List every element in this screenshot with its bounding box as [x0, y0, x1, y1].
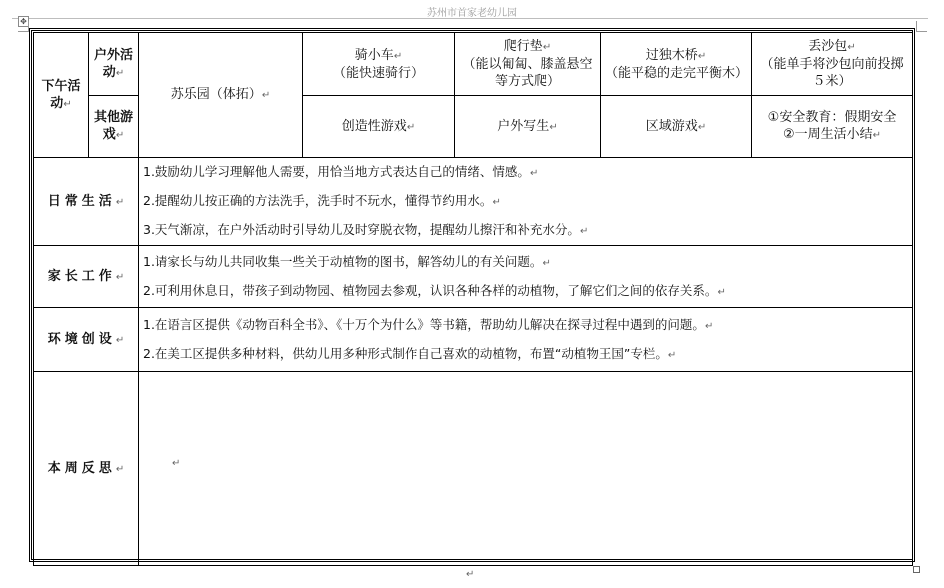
outdoor-activity-row: [34, 33, 913, 96]
outdoor-label: 户外活动: [93, 47, 133, 80]
outdoor-activity-cell: 丢沙包↵ （能单手将沙包向前投掷５米）: [752, 33, 913, 96]
other-game-cell: 创造性游戏↵: [303, 96, 455, 158]
weekly-summary-text: ②一周生活小结: [782, 127, 873, 142]
page-header-text: 苏州市首家老幼儿园: [427, 8, 517, 19]
outdoor-activity-cell: 过独木桥↵ （能平稳的走完平衡木）: [601, 33, 752, 96]
margin-corner-mark: [18, 21, 29, 32]
parent-label: 家长工作: [47, 268, 116, 284]
other-game-text: 区域游戏: [645, 118, 698, 134]
outdoor-activity-detail: （能平稳的走完平衡木）: [605, 65, 749, 81]
env-label: 环境创设: [47, 331, 116, 347]
parent-item: 2.可利用休息日，带孩子到动物园、植物园去参观，认识各种各样的动植物，了解它们之间的依存关系。: [143, 282, 718, 298]
daily-label-cell: 日常生活↵: [34, 158, 139, 246]
paragraph-mark: ↵: [172, 458, 181, 469]
weekly-plan-table: [33, 32, 913, 566]
other-game-text: 户外写生: [497, 118, 550, 134]
parent-label-cell: 家长工作↵: [34, 246, 139, 308]
afternoon-label-cell: 下午活动↵: [34, 33, 89, 158]
outdoor-activity-title: 过独木桥: [645, 47, 698, 63]
other-game-cell: ①安全教育：假期安全 ②一周生活小结↵: [752, 96, 913, 158]
table-move-handle-icon[interactable]: ✥: [18, 16, 29, 27]
daily-label: 日常生活: [47, 193, 116, 209]
reflect-label-cell: 本周反思↵: [34, 372, 139, 566]
outdoor-label-cell: 户外活动↵: [89, 33, 139, 96]
env-content-cell: 1.在语言区提供《动物百科全书》、《十万个为什么》等书籍，帮助幼儿解决在探寻过程中遇到的问题。↵ 2.在美工区提供多种材料，供幼儿用多种形式制作自己喜欢的动植物，布置“动植物王国”专栏。↵: [139, 308, 913, 372]
outdoor-activity-detail: （能快速骑行）: [332, 65, 424, 81]
end-paragraph-mark: ↵: [466, 569, 475, 580]
outdoor-activity-cell: 爬行垫↵ （能以匍匐、膝盖悬空等方式爬）: [455, 33, 601, 96]
parent-content-cell: 1.请家长与幼儿共同收集一些关于动植物的图书，解答幼儿的有关问题。↵ 2.可利用休息日，带孩子到动物园、植物园去参观，认识各种各样的动植物，了解它们之间的依存关系。↵: [139, 246, 913, 308]
other-game-cell: 区域游戏↵: [601, 96, 752, 158]
header-rule: [12, 18, 928, 19]
env-item: 1.在语言区提供《动物百科全书》、《十万个为什么》等书籍，帮助幼儿解决在探寻过程中遇到的问题。: [143, 316, 705, 332]
outdoor-activity-detail: （能单手将沙包向前投掷５米）: [760, 57, 904, 89]
daily-item: 2.提醒幼儿按正确的方法洗手，洗手时不玩水，懂得节约用水。: [143, 193, 493, 208]
other-label-cell: 其他游戏↵: [89, 96, 139, 158]
outdoor-activity-cell: 骑小车↵ （能快速骑行）: [303, 33, 455, 96]
parent-work-row: [34, 246, 913, 308]
outdoor-activity-title: 丢沙包: [808, 39, 848, 54]
venue-cell: 苏乐园（体拓）↵: [139, 33, 303, 158]
margin-corner-mark: [916, 21, 927, 32]
outdoor-activity-detail: （能以匍匐、膝盖悬空等方式爬）: [462, 57, 593, 89]
reflect-label: 本周反思: [47, 460, 116, 476]
environment-row: [34, 308, 913, 372]
daily-life-row: [34, 158, 913, 246]
daily-content-cell: 1.鼓励幼儿学习理解他人需要，用恰当地方式表达自己的情绪、情感。↵ 2.提醒幼儿按正确的方法洗手，洗手时不玩水，懂得节约用水。↵ 3.天气渐凉，在户外活动时引导幼儿及时穿脱衣物，提醒幼儿擦汗和补充水分。↵: [139, 158, 913, 246]
env-item: 2.在美工区提供多种材料，供幼儿用多种形式制作自己喜欢的动植物，布置“动植物王国”专栏。: [143, 345, 668, 361]
env-label-cell: 环境创设↵: [34, 308, 139, 372]
outdoor-activity-title: 爬行垫: [503, 39, 543, 54]
table-resize-handle[interactable]: [913, 566, 920, 573]
daily-item: 3.天气渐凉，在户外活动时引导幼儿及时穿脱衣物，提醒幼儿擦汗和补充水分。: [143, 222, 580, 237]
other-game-text: 创造性游戏: [341, 118, 407, 134]
afternoon-label: 下午活动: [41, 78, 81, 111]
other-label: 其他游戏: [93, 110, 133, 142]
venue-text: 苏乐园（体拓）: [170, 87, 262, 102]
reflection-row: [34, 372, 913, 566]
other-game-cell: 户外写生↵: [455, 96, 601, 158]
outdoor-activity-title: 骑小车: [354, 47, 394, 63]
parent-item: 1.请家长与幼儿共同收集一些关于动植物的图书，解答幼儿的有关问题。: [143, 253, 543, 269]
safety-education-text: ①安全教育：假期安全: [767, 110, 897, 125]
daily-item: 1.鼓励幼儿学习理解他人需要，用恰当地方式表达自己的情绪、情感。: [143, 164, 530, 179]
reflect-content-cell[interactable]: [139, 372, 913, 566]
